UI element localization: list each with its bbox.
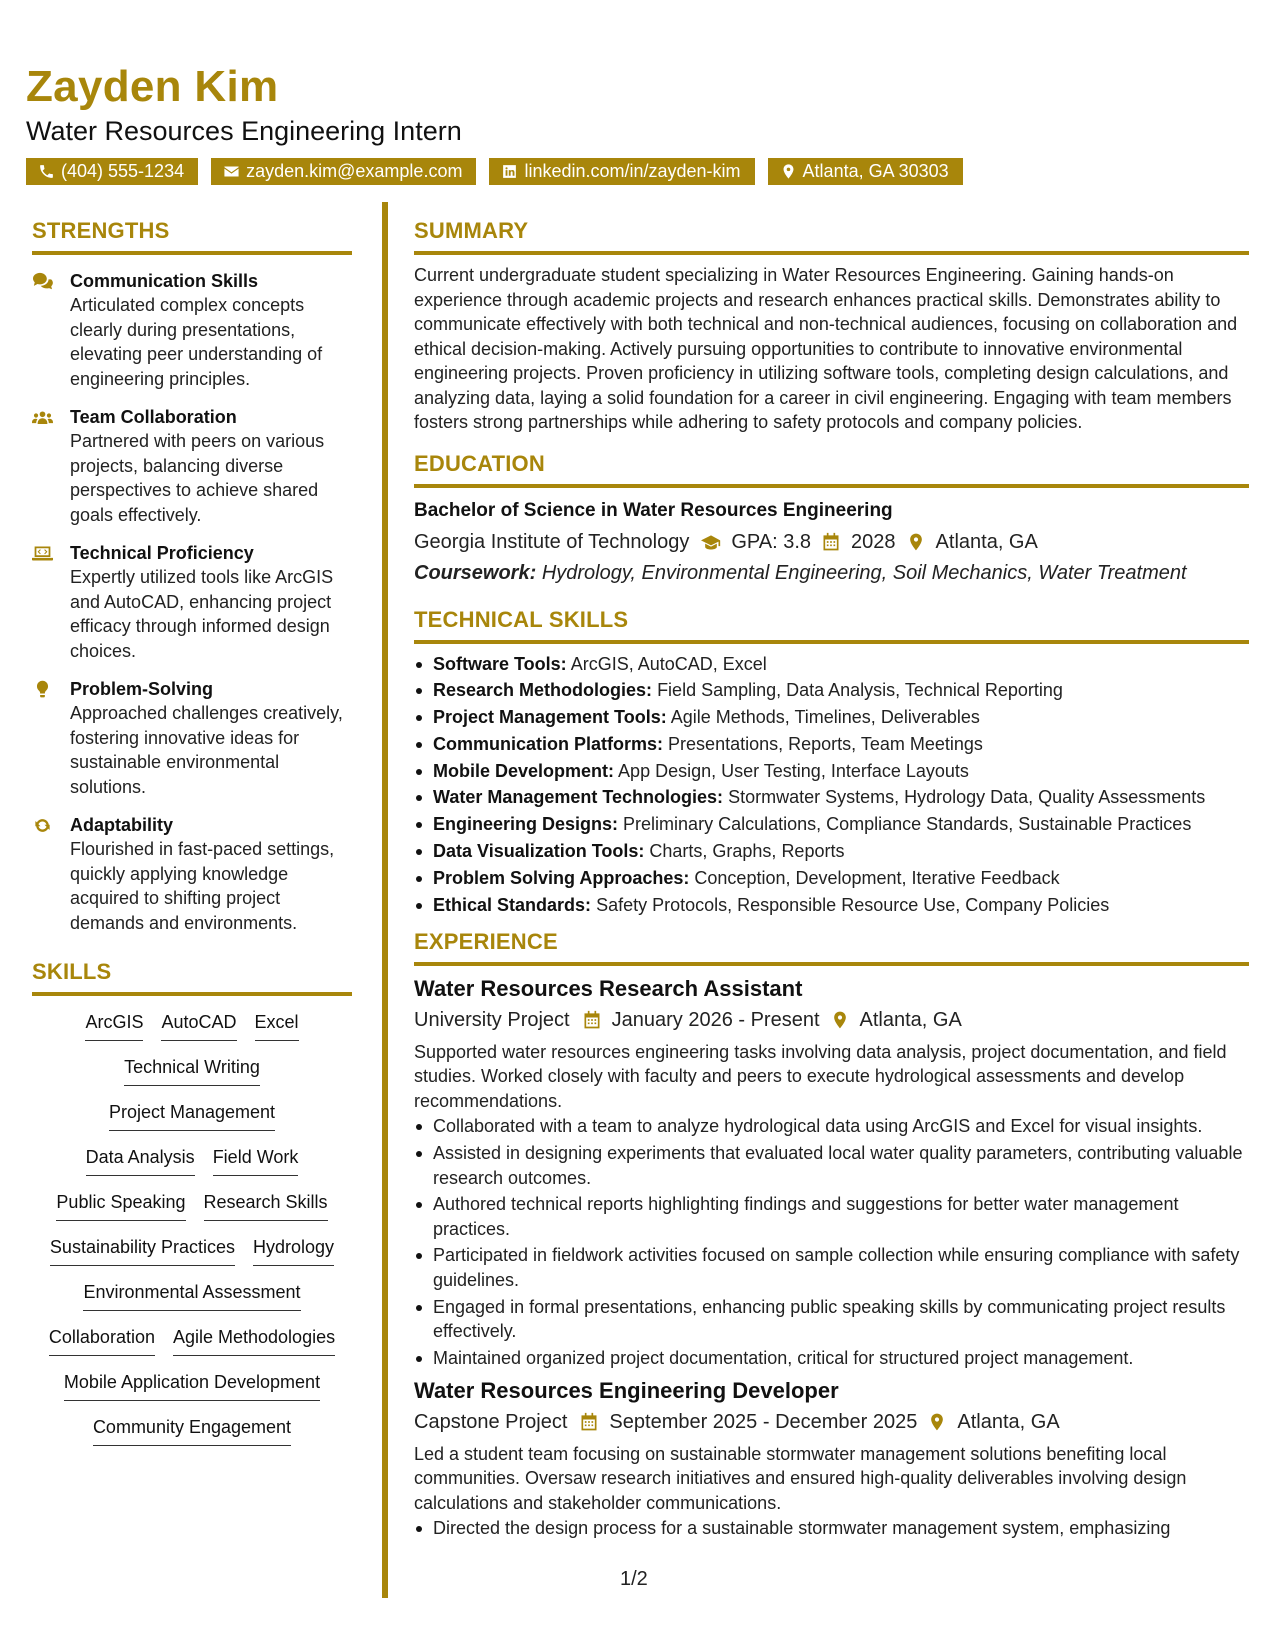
- map-marker-icon: [906, 532, 926, 552]
- contact-email[interactable]: [211, 158, 476, 185]
- job-location: Atlanta, GA: [957, 1410, 1060, 1433]
- graduation-year: 2028: [851, 530, 896, 553]
- tech-skill-value: Presentations, Reports, Team Meetings: [668, 733, 983, 754]
- tech-skill-value: Stormwater Systems, Hydrology Data, Quality Assessments: [728, 787, 1206, 808]
- tech-skill-value: Conception, Development, Iterative Feedback: [694, 867, 1060, 888]
- school-location: Atlanta, GA: [935, 530, 1038, 553]
- strength-item: [32, 677, 352, 799]
- job-title: Water Resources Engineering Developer: [414, 1377, 839, 1403]
- tech-skill-label: Engineering Designs:: [433, 814, 619, 835]
- map-marker-icon: [830, 1010, 850, 1030]
- skill-tag: Project Management: [109, 1100, 275, 1131]
- page-number: 1/2: [620, 1568, 648, 1590]
- tech-skill-value: Agile Methods, Timelines, Deliverables: [670, 707, 980, 728]
- strength-desc: Partnered with peers on various projects, balancing diverse perspectives to achieve shared goals effectively.: [70, 431, 325, 525]
- job-org: Capstone Project: [414, 1410, 568, 1433]
- calendar-icon: [582, 1010, 602, 1030]
- laptop-code-icon: [32, 544, 53, 563]
- section-rule: [414, 962, 1249, 966]
- list-item: Participated in fieldwork activities focused on sample collection while ensuring compliance with safety guidelines.: [414, 1243, 1249, 1292]
- linkedin-text: linkedin.com/in/zayden-kim: [524, 161, 741, 181]
- strengths-heading: STRENGTHS: [32, 218, 170, 243]
- job-title: Water Resources Research Assistant: [414, 975, 803, 1001]
- tech-skill-label: Problem Solving Approaches:: [433, 867, 690, 888]
- users-icon: [32, 408, 53, 427]
- list-item: [414, 705, 1249, 729]
- section-rule: [414, 251, 1249, 255]
- list-item: [414, 732, 1249, 756]
- list-item: Directed the design process for a sustainable stormwater management system, emphasizing: [414, 1516, 1249, 1540]
- job-location: Atlanta, GA: [859, 1008, 962, 1031]
- comments-icon: [32, 272, 53, 291]
- section-rule: [32, 251, 352, 255]
- list-item: [414, 759, 1249, 783]
- school-name: Georgia Institute of Technology: [414, 530, 690, 553]
- tech-skill-label: Data Visualization Tools:: [433, 841, 645, 862]
- strength-desc: Flourished in fast-paced settings, quickly applying knowledge acquired to shifting project demands and environments.: [70, 839, 335, 933]
- skill-tag: Collaboration: [49, 1325, 155, 1356]
- summary-text: Current undergraduate student specializing in Water Resources Engineering. Gaining hands-on experience through academic projects and research enhances practical skills. Demonstrates ability to communicate effectively with both technical and non-technical audiences, focusing on collaboration and ethical decision-making. Actively pursuing opportunities to contribute to innovative environmental engineering projects. Proven proficiency in utilizing software tools, completing design calculations, and analyzing data, laying a solid foundation for a career in civil engineering. Engaging with team members fosters strong partnerships while adhering to safety protocols and company policies.: [414, 265, 1238, 432]
- job-org: University Project: [414, 1008, 570, 1031]
- section-rule: [414, 640, 1249, 644]
- strength-item: [32, 813, 352, 935]
- strength-title: Problem-Solving: [70, 679, 214, 699]
- resume-header: [26, 62, 1256, 185]
- job-bullets: [414, 1114, 1249, 1369]
- experience-entry: [414, 974, 1249, 1370]
- list-item: [414, 893, 1249, 917]
- contact-location: [768, 158, 963, 185]
- tech-skill-label: Project Management Tools:: [433, 707, 667, 728]
- job-description: Led a student team focusing on sustainable stormwater management solutions benefiting local communities. Oversaw research initiatives and ensured high-quality deliverables involving design calculations and stakeholder communications.: [414, 1443, 1187, 1513]
- skill-tag: Technical Writing: [124, 1055, 260, 1086]
- strength-item: [32, 541, 352, 663]
- skill-tag: Sustainability Practices: [50, 1235, 235, 1266]
- list-item: [414, 652, 1249, 676]
- list-item: Assisted in designing experiments that evaluated local water quality parameters, contributing valuable research outcomes.: [414, 1141, 1249, 1190]
- contact-phone[interactable]: [26, 158, 198, 185]
- skill-tag: Public Speaking: [56, 1190, 185, 1221]
- list-item: [414, 812, 1249, 836]
- strength-title: Communication Skills: [70, 271, 259, 291]
- tech-skill-label: Communication Platforms:: [433, 733, 664, 754]
- calendar-icon: [821, 532, 841, 552]
- summary-heading: SUMMARY: [414, 218, 529, 243]
- strength-desc: Approached challenges creatively, fostering innovative ideas for sustainable environmental solutions.: [70, 703, 343, 797]
- technical-skills-heading: TECHNICAL SKILLS: [414, 606, 629, 632]
- gpa-text: GPA: 3.8: [731, 530, 812, 553]
- email-text: zayden.kim@example.com: [246, 161, 463, 181]
- experience-heading: EXPERIENCE: [414, 928, 558, 954]
- tech-skill-label: Software Tools:: [433, 653, 567, 674]
- skill-tag: ArcGIS: [85, 1010, 143, 1041]
- left-column: [32, 216, 352, 1460]
- tech-skill-value: Charts, Graphs, Reports: [649, 841, 845, 862]
- location-text: Atlanta, GA 30303: [802, 161, 949, 181]
- job-meta: [414, 1006, 1249, 1034]
- section-rule: [414, 484, 1249, 488]
- right-column: [414, 216, 1249, 1543]
- coursework: [414, 559, 1249, 587]
- education-meta: [414, 528, 1249, 556]
- job-description: Supported water resources engineering tasks involving data analysis, project documentation, and field studies. Worked closely with faculty and peers to execute hydrological assessments and develop recommendations.: [414, 1041, 1227, 1111]
- degree-title: Bachelor of Science in Water Resources Engineering: [414, 499, 893, 521]
- list-item: [414, 678, 1249, 702]
- job-dates: January 2026 - Present: [611, 1008, 820, 1031]
- list-item: Authored technical reports highlighting findings and suggestions for better water management practices.: [414, 1192, 1249, 1241]
- strength-title: Team Collaboration: [70, 407, 237, 427]
- strength-desc: Expertly utilized tools like ArcGIS and AutoCAD, enhancing project efficacy through informed design choices.: [70, 567, 334, 661]
- skill-tag: Excel: [255, 1010, 299, 1041]
- tech-skill-label: Research Methodologies:: [433, 680, 653, 701]
- tech-skill-value: ArcGIS, AutoCAD, Excel: [570, 653, 767, 674]
- tech-skill-label: Water Management Technologies:: [433, 787, 724, 808]
- technical-skills-list: [414, 652, 1249, 917]
- tech-skill-value: Safety Protocols, Responsible Resource Use, Company Policies: [596, 894, 1110, 915]
- graduation-cap-icon: [701, 532, 721, 552]
- job-bullets: [414, 1516, 1249, 1540]
- map-marker-icon: [927, 1412, 947, 1432]
- coursework-label: Coursework:: [414, 561, 537, 584]
- list-item: Maintained organized project documentation, critical for structured project management.: [414, 1346, 1249, 1370]
- tech-skill-label: Mobile Development:: [433, 760, 615, 781]
- skill-tag: Agile Methodologies: [173, 1325, 335, 1356]
- list-item: Collaborated with a team to analyze hydrological data using ArcGIS and Excel for visual insights.: [414, 1114, 1249, 1138]
- skill-tag: Field Work: [213, 1145, 299, 1176]
- skill-tag: Mobile Application Development: [64, 1370, 320, 1401]
- skill-tag: AutoCAD: [161, 1010, 236, 1041]
- phone-text: (404) 555-1234: [61, 161, 185, 181]
- skill-tag: Community Engagement: [93, 1415, 291, 1446]
- map-marker-icon: [780, 163, 797, 180]
- tech-skill-value: App Design, User Testing, Interface Layouts: [618, 760, 969, 781]
- skills-list: [32, 1010, 352, 1460]
- tech-skill-label: Ethical Standards:: [433, 894, 592, 915]
- linkedin-icon: [501, 163, 518, 180]
- section-rule: [32, 992, 352, 996]
- strength-item: [32, 269, 352, 391]
- experience-entry: [414, 1376, 1249, 1541]
- calendar-icon: [579, 1412, 599, 1432]
- envelope-icon: [223, 163, 240, 180]
- list-item: [414, 866, 1249, 890]
- phone-icon: [38, 163, 55, 180]
- strength-item: [32, 405, 352, 527]
- strength-title: Technical Proficiency: [70, 543, 254, 563]
- sync-icon: [32, 816, 53, 835]
- skill-tag: Hydrology: [253, 1235, 334, 1266]
- strength-desc: Articulated complex concepts clearly during presentations, elevating peer understanding of engineering principles.: [70, 295, 323, 389]
- column-divider: [382, 202, 388, 1598]
- list-item: [414, 785, 1249, 809]
- education-heading: EDUCATION: [414, 450, 545, 476]
- contact-linkedin[interactable]: [489, 158, 754, 185]
- job-dates: September 2025 - December 2025: [609, 1410, 918, 1433]
- coursework-list: Hydrology, Environmental Engineering, Soil Mechanics, Water Treatment: [541, 561, 1187, 584]
- tech-skill-value: Preliminary Calculations, Compliance Standards, Sustainable Practices: [623, 814, 1192, 835]
- job-meta: [414, 1408, 1249, 1436]
- lightbulb-icon: [32, 680, 53, 699]
- strength-title: Adaptability: [70, 815, 174, 835]
- tech-skill-value: Field Sampling, Data Analysis, Technical Reporting: [657, 680, 1063, 701]
- skills-heading: SKILLS: [32, 959, 112, 984]
- skill-tag: Data Analysis: [86, 1145, 195, 1176]
- list-item: [414, 839, 1249, 863]
- candidate-role: Water Resources Engineering Intern: [26, 116, 462, 146]
- skill-tag: Research Skills: [204, 1190, 328, 1221]
- candidate-name: Zayden Kim: [26, 62, 279, 111]
- skill-tag: Environmental Assessment: [83, 1280, 300, 1311]
- contact-bar: [26, 158, 1256, 185]
- list-item: Engaged in formal presentations, enhancing public speaking skills by communicating project results effectively.: [414, 1295, 1249, 1344]
